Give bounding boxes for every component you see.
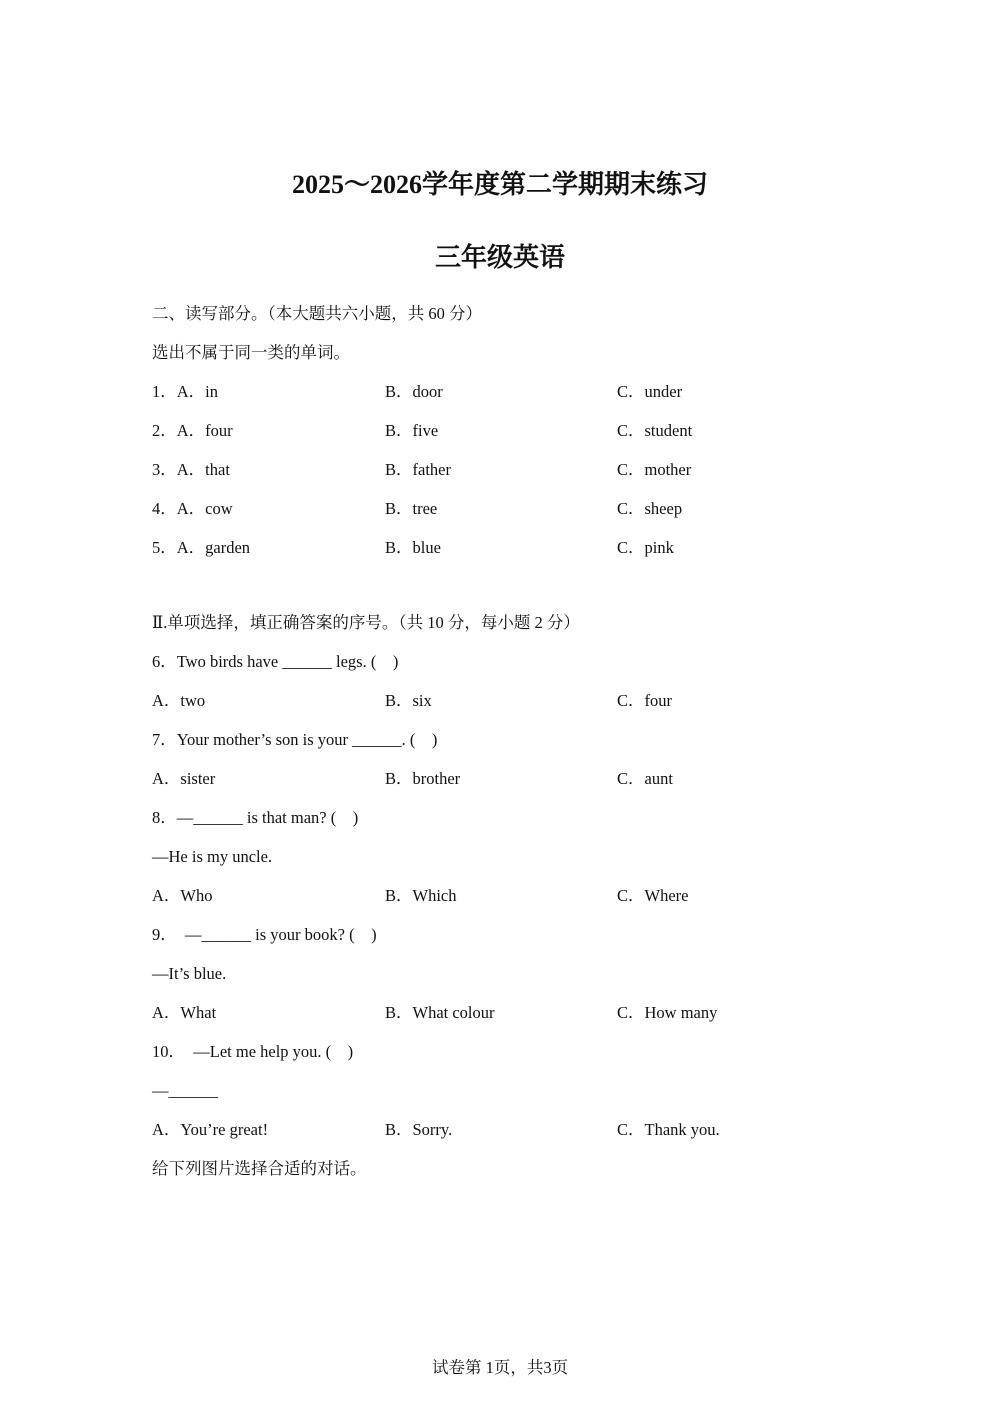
option-c: C．under bbox=[617, 382, 683, 401]
option-b: B．tree bbox=[385, 499, 438, 518]
picture-dialogue-instruction: 给下列图片选择合适的对话。 bbox=[152, 1159, 367, 1178]
q8-option-b: B．Which bbox=[385, 886, 457, 905]
question-9-reply: —It’s blue. bbox=[152, 964, 227, 983]
option-a: 5．A．garden bbox=[152, 538, 251, 557]
odd-one-out-instruction: 选出不属于同一类的单词。 bbox=[152, 343, 350, 362]
option-b: B．blue bbox=[385, 538, 441, 557]
q9-option-b: B．What colour bbox=[385, 1003, 495, 1022]
option-c: C．student bbox=[617, 421, 693, 440]
q8-option-a: A．Who bbox=[152, 886, 213, 905]
page-footer: 试卷第 1页，共3页 bbox=[431, 1358, 569, 1377]
q7-option-b: B．brother bbox=[385, 769, 461, 788]
option-a: 4．A．cow bbox=[152, 499, 233, 518]
exam-title: 2025～2026学年度第二学期期末练习 bbox=[291, 170, 708, 199]
q7-option-a: A．sister bbox=[152, 769, 216, 788]
option-a: 2．A．four bbox=[152, 421, 233, 440]
option-a: 3．A．that bbox=[152, 460, 230, 479]
q10-option-c: C．Thank you. bbox=[617, 1120, 720, 1139]
q10-option-a: A．You’re great! bbox=[152, 1120, 269, 1139]
exam-subtitle: 三年级英语 bbox=[434, 243, 565, 272]
q6-option-c: C．four bbox=[617, 691, 672, 710]
option-a: 1．A．in bbox=[152, 382, 218, 401]
question-10-stem: 10． —Let me help you. ( ) bbox=[152, 1042, 354, 1061]
option-c: C．mother bbox=[617, 460, 692, 479]
question-8-reply: —He is my uncle. bbox=[152, 847, 273, 866]
question-10-reply: —______ bbox=[152, 1081, 218, 1100]
question-6-stem: 6．Two birds have ______ legs. ( ) bbox=[152, 652, 399, 671]
q7-option-c: C．aunt bbox=[617, 769, 673, 788]
option-b: B．door bbox=[385, 382, 443, 401]
question-9-stem: 9． —______ is your book? ( ) bbox=[152, 925, 377, 944]
option-b: B．father bbox=[385, 460, 451, 479]
question-8-stem: 8．—______ is that man? ( ) bbox=[152, 808, 359, 827]
option-b: B．five bbox=[385, 421, 439, 440]
question-7-stem: 7．Your mother’s son is your ______. ( ) bbox=[152, 730, 438, 749]
option-c: C．pink bbox=[617, 538, 674, 557]
q6-option-b: B．six bbox=[385, 691, 432, 710]
option-c: C．sheep bbox=[617, 499, 683, 518]
q8-option-c: C．Where bbox=[617, 886, 689, 905]
part2-heading: 二、读写部分。（本大题共六小题，共 60 分） bbox=[152, 304, 482, 323]
q9-option-a: A．What bbox=[152, 1003, 217, 1022]
q6-option-a: A．two bbox=[152, 691, 206, 710]
section2-heading: Ⅱ.单项选择，填正确答案的序号。（共 10 分，每小题 2 分） bbox=[152, 613, 580, 632]
q10-option-b: B．Sorry. bbox=[385, 1120, 453, 1139]
q9-option-c: C．How many bbox=[617, 1003, 718, 1022]
